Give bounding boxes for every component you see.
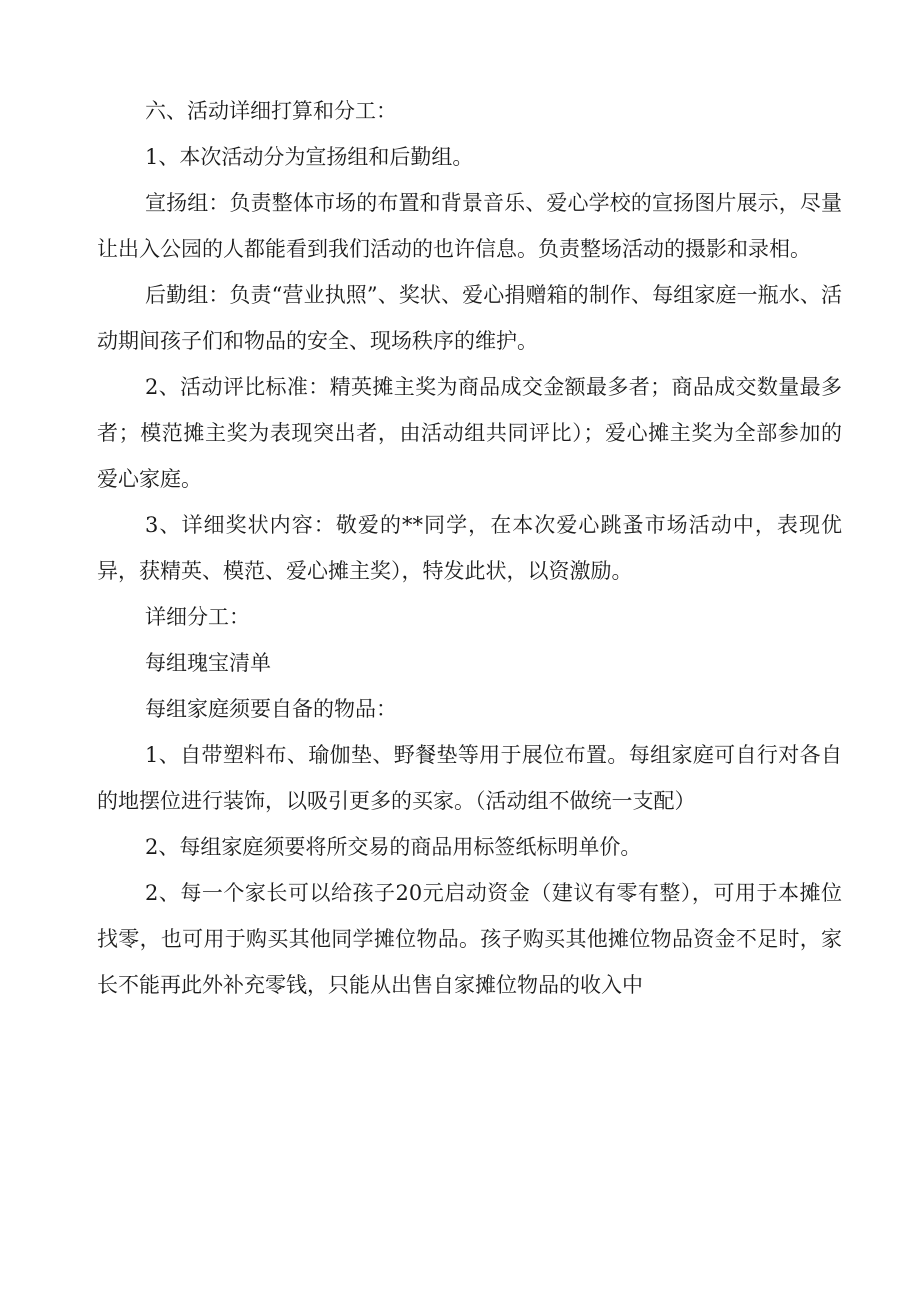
list-item-price-labels: 2、每组家庭须要将所交易的商品用标签纸标明单价。 xyxy=(145,835,642,859)
paragraph-detailed-division: 详细分工： xyxy=(145,605,250,629)
paragraph-certificate-content: 3、详细奖状内容：敬爱的**同学，在本次爱心跳蚤市场活动中，表现优异，获精英、模范、爱心摊主奖），特发此状，以资激励。 xyxy=(97,513,842,583)
paragraph-publicity-group: 宣扬组：负责整体市场的布置和背景音乐、爱心学校的宣扬图片展示，尽量让出入公园的人都能看到我们活动的也许信息。负责整场活动的摄影和录相。 xyxy=(97,191,842,261)
section-heading: 六、活动详细打算和分工： xyxy=(145,99,397,123)
list-item-booth-decoration: 1、自带塑料布、瑜伽垫、野餐垫等用于展位布置。每组家庭可自行对各自的地摆位进行装饰，以吸引更多的买家。（活动组不做统一支配） xyxy=(97,743,842,813)
paragraph-items-to-bring: 每组家庭须要自备的物品： xyxy=(145,697,397,721)
paragraph-treasure-list: 每组瑰宝清单 xyxy=(145,651,271,675)
paragraph-grouping: 1、本次活动分为宣扬组和后勤组。 xyxy=(145,145,474,169)
paragraph-evaluation-criteria: 2、活动评比标准：精英摊主奖为商品成交金额最多者；商品成交数量最多者；模范摊主奖为表现突出者，由活动组共同评比）；爱心摊主奖为全部参加的爱心家庭。 xyxy=(97,375,842,491)
list-item-starting-funds: 2、每一个家长可以给孩子20元启动资金（建议有零有整），可用于本摊位找零，也可用于购买其他同学摊位物品。孩子购买其他摊位物品资金不足时，家长不能再此外补充零钱，只能从出售自家摊位物品的收入中 xyxy=(97,881,842,997)
document-body xyxy=(97,88,842,1008)
paragraph-logistics-group: 后勤组：负责“营业执照”、奖状、爱心捐赠箱的制作、每组家庭一瓶水、活动期间孩子们和物品的安全、现场秩序的维护。 xyxy=(97,283,842,353)
